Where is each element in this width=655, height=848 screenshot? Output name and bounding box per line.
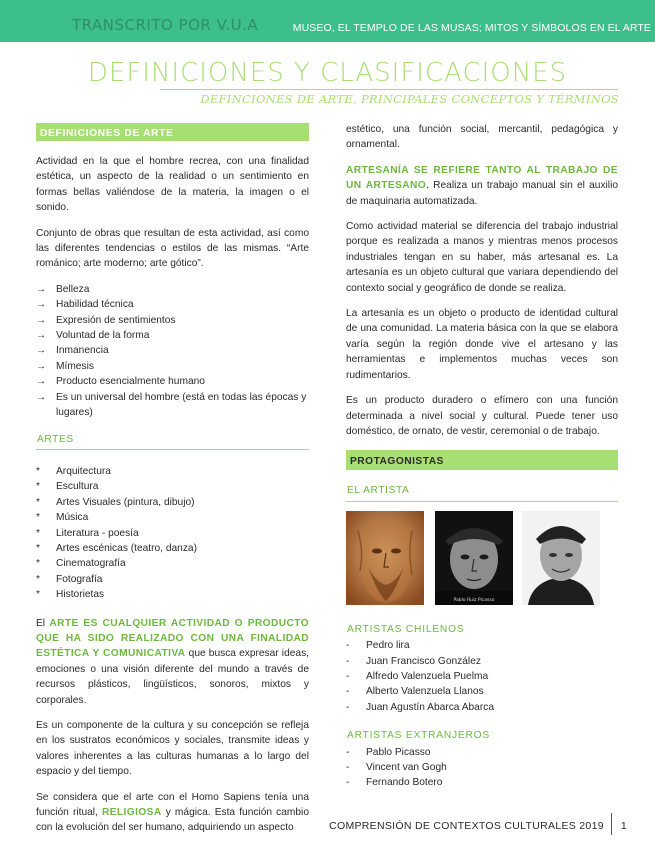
highlight: ARTE ES CUALQUIER ACTIVIDAD O PRODUCTO QUE HA SIDO REALIZADO CON UNA FINALIDAD ESTÉTICA Y COMUNICATIVA <box>36 617 310 660</box>
section-heading-artes: ARTES <box>36 432 309 450</box>
list-item: * Artes escénicas (teatro, danza) <box>36 541 309 556</box>
paragraph: Es un producto duradero o efímero con una función determinada a nivel social y cultural. Puede tener uso doméstico, de ornato, de vestir, ceremonial o de trabajo. <box>346 395 618 437</box>
title-underline <box>160 89 618 90</box>
list-item: → Voluntad de la forma <box>36 328 309 343</box>
right-column <box>346 122 618 791</box>
list-item: * Arquitectura <box>36 464 309 479</box>
section-heading-el-artista: EL ARTISTA <box>346 483 618 501</box>
list-item: * Literatura - poesía <box>36 526 309 541</box>
course-name: COMPRENSIÓN DE CONTEXTOS CULTURALES 2019 <box>329 819 604 832</box>
dash-icon: - <box>346 670 350 682</box>
highlight: ARTESANÍA SE REFIERE TANTO AL TRABAJO DE UN ARTESANO <box>346 164 618 192</box>
list-item: - Pablo Picasso <box>346 745 618 760</box>
paragraph: Conjunto de obras que resultan de esta actividad, así como las diferentes tendencias o estilos de las mismas. “Arte románico; arte moderno; arte gótico”. <box>36 227 309 270</box>
header-bar <box>0 0 655 42</box>
page-title: DEFINICIONES Y CLASIFICACIONES <box>87 58 568 88</box>
arrow-icon: → <box>36 330 47 342</box>
list-item: - Alberto Valenzuela Llanos <box>346 684 618 699</box>
chilean-artists-list <box>346 638 618 715</box>
section-heading-extranjeros: ARTISTAS EXTRANJEROS <box>347 730 490 742</box>
arrow-icon: → <box>36 360 47 372</box>
arrow-icon: → <box>36 314 47 326</box>
list-item: - Juan Francisco González <box>346 654 618 669</box>
header-topic: MUSEO, EL TEMPLO DE LAS MUSAS; MITOS Y SÍMBOLOS EN EL ARTE <box>292 22 651 34</box>
section-heading-definiciones: DEFINICIONES DE ARTE <box>36 123 309 141</box>
neruda-portrait-image <box>522 511 600 605</box>
dash-icon: - <box>346 655 350 667</box>
paragraph: Actividad en la que el hombre recrea, con una finalidad estética, un aspecto de la realidad o un sentimiento en formas bellas valiéndose de la materia, la imagen o el sonido. <box>36 156 309 214</box>
page-subtitle: DEFINCIONES DE ARTE, PRINCIPALES CONCEPTOS Y TÉRMINOS <box>200 92 619 106</box>
list-item: → Expresión de sentimientos <box>36 313 309 328</box>
list-item: - Juan Agustín Abarca Abarca <box>346 700 618 715</box>
paragraph-arte-definition: El ARTE ES CUALQUIER ACTIVIDAD O PRODUCTO QUE HA SIDO REALIZADO CON UNA FINALIDAD ESTÉTICA Y COMUNICATIVA que busca expresar ideas, emociones o una visión diferente del mundo a través de recursos plásticos, lingüísticos, sonoros, mixtos y corporales. <box>36 617 310 706</box>
list-item: → Producto esencialmente humano <box>36 374 309 389</box>
list-item: * Cinematografía <box>36 556 309 571</box>
artist-photos <box>346 511 618 607</box>
list-item: * Artes Visuales (pintura, dibujo) <box>36 495 309 510</box>
arrow-icon: → <box>36 345 47 357</box>
artes-list <box>36 464 309 603</box>
asterisk-icon: * <box>36 542 40 554</box>
asterisk-icon: * <box>36 481 40 493</box>
paragraph: Se considera que el arte con el Homo Sapiens tenía una función ritual, RELIGIOSA y mágica. Esta función cambio con la evolución del ser humano, adquiriendo un aspecto <box>36 791 309 834</box>
highlight: RELIGIOSA <box>101 807 162 819</box>
list-item: - Alfredo Valenzuela Puelma <box>346 669 618 684</box>
asterisk-icon: * <box>36 573 40 585</box>
list-item: - Vincent van Gogh <box>346 760 618 775</box>
page-number: 1 <box>620 819 627 832</box>
foreign-artists-list <box>346 745 618 791</box>
asterisk-icon: * <box>36 496 40 508</box>
asterisk-icon: * <box>36 558 40 570</box>
dash-icon: - <box>346 777 350 789</box>
arrow-icon: → <box>36 283 47 295</box>
paragraph-artesania: ARTESANÍA SE REFIERE TANTO AL TRABAJO DE UN ARTESANO. Realiza un trabajo manual sin el auxilio de maquinaria automatizada. <box>346 164 618 207</box>
arrow-icon: → <box>36 391 47 403</box>
dash-icon: - <box>346 640 350 652</box>
arrow-list <box>36 282 309 421</box>
page-footer <box>329 815 627 837</box>
list-item: * Escultura <box>36 479 309 494</box>
paragraph: La artesanía es un objeto o producto de identidad cultural de una comunidad. La materia básica con la que se elabora varía según la región donde vive el artesano y las herramientas e implementos muchas veces son rudimentarios. <box>346 308 618 381</box>
list-item: * Fotografía <box>36 572 309 587</box>
list-item: → Mímesis <box>36 359 309 374</box>
asterisk-icon: * <box>36 527 40 539</box>
arrow-icon: → <box>36 299 47 311</box>
photo-caption: Pablo Ruiz Picasso <box>453 597 495 603</box>
list-item: - Pedro lira <box>346 638 618 653</box>
dash-icon: - <box>346 746 350 758</box>
list-item: → Habilidad técnica <box>36 297 309 312</box>
asterisk-icon: * <box>36 589 40 601</box>
dash-icon: - <box>346 761 350 773</box>
list-item: * Historietas <box>36 587 309 602</box>
paragraph: estético, una función social, mercantil, pedagógica y ornamental. <box>346 124 618 151</box>
list-item: * Música <box>36 510 309 525</box>
section-heading-chilenos: ARTISTAS CHILENOS <box>347 623 465 635</box>
transcriber-credit: TRANSCRITO POR V.U.A <box>72 16 259 34</box>
left-column <box>36 122 309 836</box>
list-item: → Belleza <box>36 282 309 297</box>
arrow-icon: → <box>36 376 47 388</box>
asterisk-icon: * <box>36 512 40 524</box>
leonardo-portrait-image <box>346 511 424 605</box>
list-item: → Es un universal del hombre (está en todas las épocas y lugares) <box>36 391 307 419</box>
asterisk-icon: * <box>36 465 40 477</box>
dash-icon: - <box>346 701 350 713</box>
dash-icon: - <box>346 686 350 698</box>
list-item: - Fernando Botero <box>346 775 618 790</box>
footer-divider <box>611 813 612 835</box>
section-heading-protagonistas: PROTAGONISTAS <box>346 450 618 470</box>
paragraph: Es un componente de la cultura y su concepción se refleja en los sustratos económicos y sociales, transmite ideas y valores inherentes a las culturas humanas a lo largo del espacio y del tiempo. <box>36 720 309 778</box>
list-item: → Inmanencia <box>36 343 309 358</box>
paragraph: Como actividad material se diferencia del trabajo industrial porque es realizada a manos y mientras menos procesos industriales tengan en su haber, más artesanal es. La artesanía es un objeto cultural que variara dependiendo del contexto social y geográfico de donde se realiza. <box>346 221 618 294</box>
picasso-portrait-image <box>435 511 513 605</box>
